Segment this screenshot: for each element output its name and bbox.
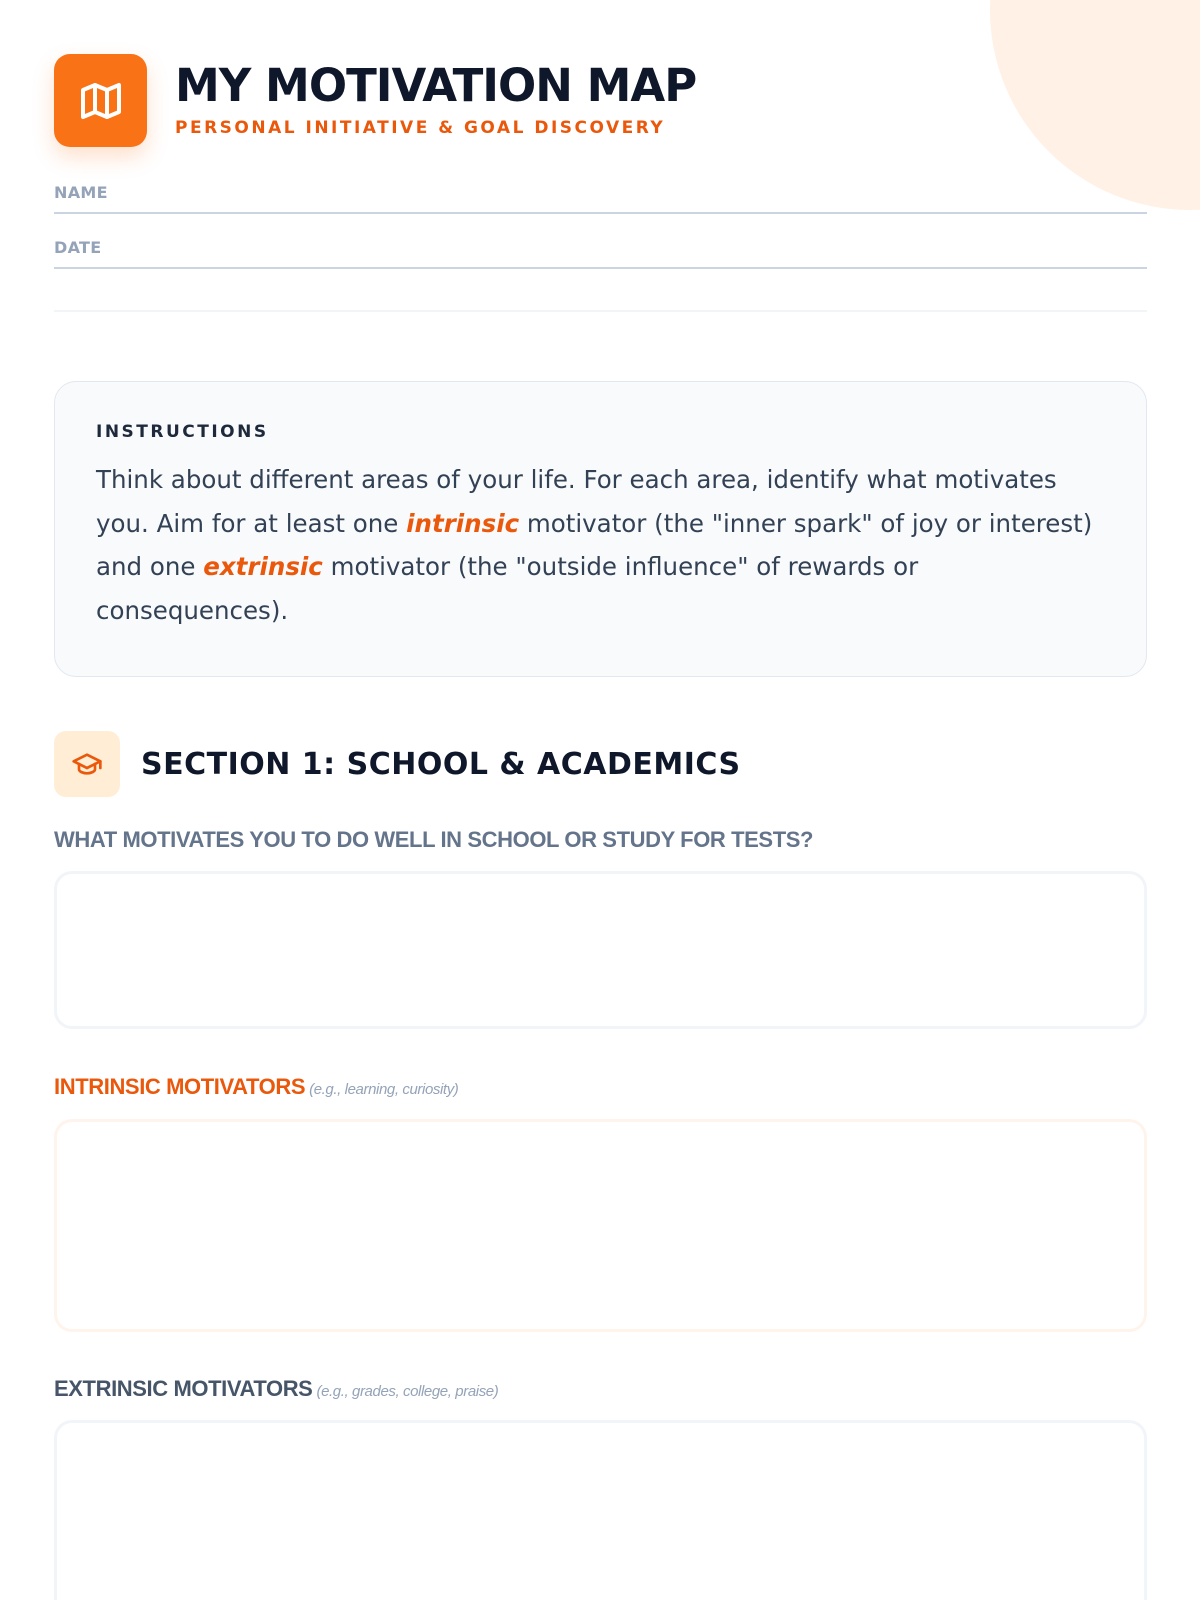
instructions-text bbox=[96, 458, 1106, 632]
extrinsic-answer-input[interactable] bbox=[54, 1420, 1147, 1600]
name-field[interactable] bbox=[54, 180, 1147, 214]
page-header bbox=[54, 54, 696, 147]
instructions-card bbox=[54, 381, 1147, 677]
instructions-text-part: motivator (the "outside influence" of rewards or consequences). bbox=[96, 552, 919, 625]
question-label: WHAT MOTIVATES YOU TO DO WELL IN SCHOOL OR STUDY FOR TESTS? bbox=[54, 827, 814, 852]
question-answer-input[interactable] bbox=[54, 871, 1147, 1029]
extrinsic-label-text: EXTRINSIC MOTIVATORS bbox=[54, 1376, 313, 1401]
map-icon bbox=[77, 77, 125, 125]
instructions-heading: INSTRUCTIONS bbox=[96, 422, 269, 442]
header-divider bbox=[54, 310, 1147, 312]
page-title: MY MOTIVATION MAP bbox=[175, 59, 697, 112]
instructions-text-part: Think about different areas of your life. For each area, identify what motivates you. Aim for at least one bbox=[96, 465, 1057, 538]
name-label: NAME bbox=[54, 183, 108, 202]
logo bbox=[54, 54, 147, 147]
section-icon-box bbox=[54, 731, 120, 797]
section-1-header bbox=[54, 731, 741, 797]
extrinsic-highlight: extrinsic bbox=[203, 552, 323, 581]
intrinsic-label-text: INTRINSIC MOTIVATORS bbox=[54, 1074, 306, 1099]
date-label: DATE bbox=[54, 238, 102, 257]
section-title: SECTION 1: SCHOOL & ACADEMICS bbox=[141, 746, 741, 782]
intrinsic-label bbox=[54, 1074, 458, 1100]
extrinsic-hint: (e.g., grades, college, praise) bbox=[316, 1383, 499, 1400]
instructions-text-part: motivator (the "inner spark" of joy or interest) and one bbox=[96, 508, 1093, 581]
page-subtitle: PERSONAL INITIATIVE & GOAL DISCOVERY bbox=[175, 118, 666, 138]
corner-decoration bbox=[990, 0, 1200, 210]
intrinsic-highlight: intrinsic bbox=[406, 508, 520, 538]
date-field[interactable] bbox=[54, 235, 1147, 269]
graduation-cap-icon bbox=[71, 748, 103, 780]
intrinsic-answer-input[interactable] bbox=[54, 1119, 1147, 1332]
intrinsic-hint: (e.g., learning, curiosity) bbox=[309, 1081, 459, 1098]
extrinsic-label bbox=[54, 1376, 498, 1402]
